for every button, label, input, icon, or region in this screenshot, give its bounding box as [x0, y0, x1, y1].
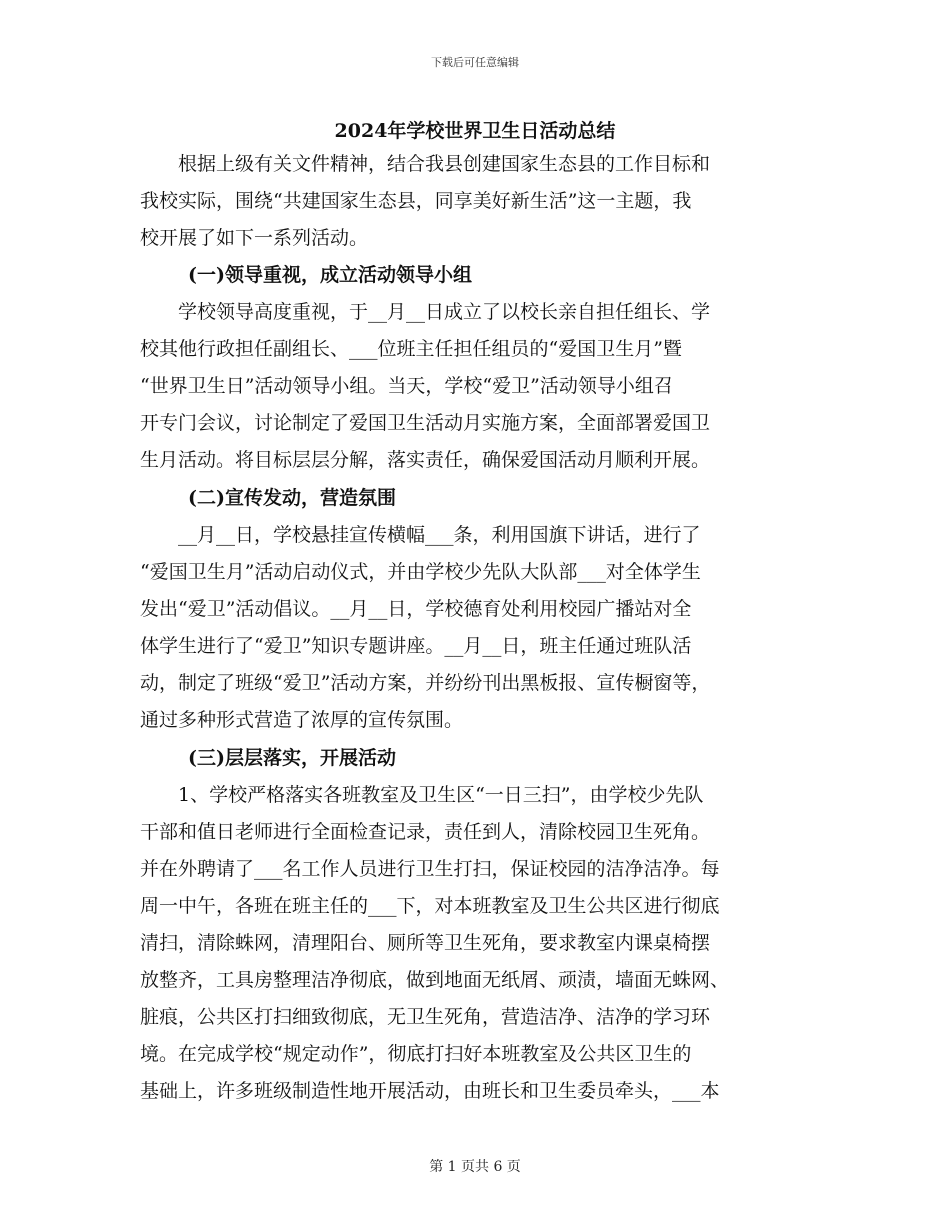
page-header: 下载后可任意编辑 — [431, 56, 519, 69]
body-line: 生月活动。将目标层层分解，落实责任，确保爱国活动月顺利开展。 — [140, 449, 711, 471]
body-line: __月__日，学校悬挂宣传横幅___条，利用国旗下讲话，进行了 — [140, 524, 701, 546]
body-line: 动，制定了班级“爱卫”活动方案，并纷纷刊出黑板报、宣传橱窗等， — [140, 672, 711, 694]
body-line: 基础上，许多班级制造性地开展活动，由班长和卫生委员牵头，___本 — [140, 1080, 720, 1102]
body-line: 放整齐，工具房整理洁净彻底，做到地面无纸屑、顽渍，墙面无蛛网、 — [140, 969, 730, 991]
body-line: 校其他行政担任副组长、___位班主任担任组员的“爱国卫生月”暨 — [140, 338, 682, 360]
body-line: 清扫，清除蛛网，清理阳台、厕所等卫生死角，要求教室内课桌椅摆 — [140, 932, 711, 954]
page-footer: 第 1 页共 6 页 — [429, 1159, 521, 1175]
body-line: 并在外聘请了___名工作人员进行卫生打扫，保证校园的洁净洁净。每 — [140, 858, 720, 880]
body-line: 通过多种形式营造了浓厚的宣传氛围。 — [140, 709, 464, 731]
body-line: 根据上级有关文件精神，结合我县创建国家生态县的工作目标和 — [140, 153, 711, 175]
body-line: 干部和值日老师进行全面检查记录，责任到人，清除校园卫生死角。 — [140, 821, 711, 843]
document-title: 2024年学校世界卫生日活动总结 — [334, 120, 616, 142]
body-line: 境。在完成学校“规定动作”，彻底打扫好本班教室及公共区卫生的 — [140, 1043, 692, 1065]
body-line: 学校领导高度重视，于__月__日成立了以校长亲自担任组长、学 — [140, 301, 711, 323]
body-line: 周一中午，各班在班主任的___下，对本班教室及卫生公共区进行彻底 — [140, 895, 720, 917]
body-line: 脏痕，公共区打扫细致彻底，无卫生死角，营造洁净、洁净的学习环 — [140, 1006, 711, 1028]
body-line: 体学生进行了“爱卫”知识专题讲座。__月__日，班主任通过班队活 — [140, 635, 692, 657]
body-line: “世界卫生日”活动领导小组。当天，学校“爱卫”活动领导小组召 — [140, 375, 673, 397]
body-line: “爱国卫生月”活动启动仪式，并由学校少先队大队部___对全体学生 — [140, 561, 701, 583]
section-heading: (二)宣传发动，营造氛围 — [188, 487, 396, 509]
body-line: 发出“爱卫”活动倡议。__月__日，学校德育处利用校园广播站对全 — [140, 598, 692, 620]
body-line: 我校实际，围绕“共建国家生态县，同享美好新生活”这一主题，我 — [140, 190, 692, 212]
section-heading: (三)层层落实，开展活动 — [188, 747, 396, 769]
body-line: 开专门会议，讨论制定了爱国卫生活动月实施方案，全面部署爱国卫 — [140, 412, 711, 434]
body-line: 1、学校严格落实各班教室及卫生区“一日三扫”，由学校少先队 — [140, 784, 704, 806]
section-heading: (一)领导重视，成立活动领导小组 — [188, 264, 472, 286]
body-line: 校开展了如下一系列活动。 — [140, 227, 369, 249]
